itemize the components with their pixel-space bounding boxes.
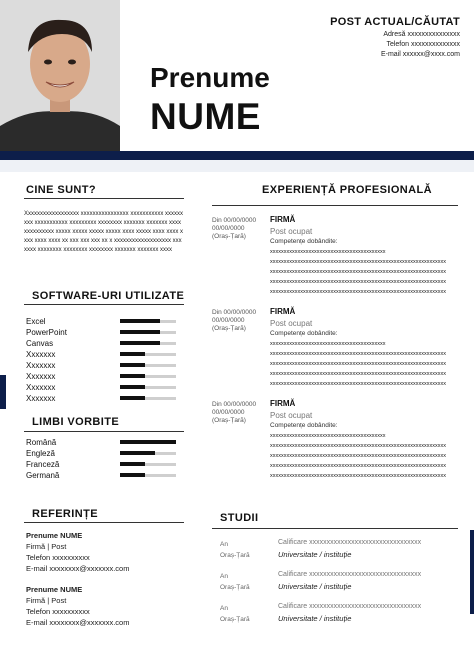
reference-name: Prenume NUME bbox=[26, 585, 83, 594]
software-name: Excel bbox=[26, 317, 46, 326]
skill-bar-fill bbox=[120, 319, 160, 323]
software-name: Xxxxxxx bbox=[26, 383, 56, 392]
software-item bbox=[26, 349, 186, 360]
study-place: Oraș-Țară bbox=[220, 552, 250, 559]
skill-bar-track bbox=[120, 331, 176, 334]
software-item bbox=[26, 327, 186, 338]
skill-bar-fill bbox=[120, 363, 145, 367]
language-item bbox=[26, 437, 186, 448]
experience-post: Post ocupat bbox=[270, 411, 313, 420]
experience-competences-label: Competențe dobândite: bbox=[270, 422, 338, 429]
header-divider-band bbox=[0, 151, 474, 160]
skill-bar-track bbox=[120, 364, 176, 367]
address-line: Adresă xxxxxxxxxxxxxxx bbox=[383, 31, 460, 38]
study-qualification: Calificare xxxxxxxxxxxxxxxxxxxxxxxxxxxxxxxx bbox=[278, 571, 422, 578]
study-university: Universitate / instituție bbox=[278, 550, 352, 559]
languages-rule bbox=[24, 431, 184, 432]
reference-item bbox=[26, 530, 129, 574]
skill-bar-fill bbox=[120, 385, 145, 389]
language-bar-fill bbox=[120, 462, 145, 466]
email-line: E-mail xxxxxx@xxxx.com bbox=[380, 51, 460, 58]
skill-bar-fill bbox=[120, 374, 145, 378]
software-item bbox=[26, 316, 186, 327]
experience-to-date: 00/00/0000 bbox=[212, 409, 245, 416]
language-item bbox=[26, 470, 186, 481]
experience-title: EXPERIENȚĂ PROFESIONALĂ bbox=[262, 184, 432, 196]
software-item bbox=[26, 393, 186, 404]
experience-firm: FIRMĂ bbox=[270, 215, 296, 224]
experience-post: Post ocupat bbox=[270, 227, 313, 236]
experience-competence-line: xxxxxxxxxxxxxxxxxxxxxxxxxxxxxxxxxxxxxxxxxxxxxxxxxxxxxxxxxxxxxxxx bbox=[270, 289, 446, 295]
reference-item bbox=[26, 584, 129, 628]
about-rule bbox=[24, 198, 184, 199]
language-name: Română bbox=[26, 438, 57, 447]
references-rule bbox=[24, 522, 184, 523]
experience-place: (Oraș-Țară) bbox=[212, 325, 246, 332]
skill-bar-track bbox=[120, 375, 176, 378]
right-accent-bar bbox=[470, 530, 474, 614]
experience-competence-line: xxxxxxxxxxxxxxxxxxxxxxxxxxxxxxxxxxxxxxxxxx bbox=[270, 249, 386, 255]
software-name: Xxxxxxx bbox=[26, 394, 56, 403]
experience-competence-line: xxxxxxxxxxxxxxxxxxxxxxxxxxxxxxxxxxxxxxxxxxxxxxxxxxxxxxxxxxxxxxxx bbox=[270, 381, 446, 387]
contact-block bbox=[330, 16, 460, 60]
language-name: Engleză bbox=[26, 449, 55, 458]
experience-competence-line: xxxxxxxxxxxxxxxxxxxxxxxxxxxxxxxxxxxxxxxxxxxxxxxxxxxxxxxxxxxxxxxx bbox=[270, 371, 446, 377]
language-bar-fill bbox=[120, 473, 145, 477]
reference-phone: Telefon xxxxxxxxxx bbox=[26, 553, 90, 562]
experience-to-date: 00/00/0000 bbox=[212, 225, 245, 232]
experience-competence-line: xxxxxxxxxxxxxxxxxxxxxxxxxxxxxxxxxxxxxxxxxxxxxxxxxxxxxxxxxxxxxxxx bbox=[270, 463, 446, 469]
reference-phone: Telefon xxxxxxxxxx bbox=[26, 607, 90, 616]
reference-firm: Firmă | Post bbox=[26, 542, 67, 551]
experience-competences-label: Competențe dobândite: bbox=[270, 238, 338, 245]
experience-place: (Oraș-Țară) bbox=[212, 417, 246, 424]
experience-competences-label: Competențe dobândite: bbox=[270, 330, 338, 337]
languages-title: LIMBI VORBITE bbox=[32, 416, 120, 428]
experience-competence-line: xxxxxxxxxxxxxxxxxxxxxxxxxxxxxxxxxxxxxxxxxxxxxxxxxxxxxxxxxxxxxxxx bbox=[270, 361, 446, 367]
language-bar-track bbox=[120, 452, 176, 455]
skill-bar-fill bbox=[120, 341, 160, 345]
experience-competence-line: xxxxxxxxxxxxxxxxxxxxxxxxxxxxxxxxxxxxxxxxxxxxxxxxxxxxxxxxxxxxxxxx bbox=[270, 443, 446, 449]
language-item bbox=[26, 459, 186, 470]
reference-name: Prenume NUME bbox=[26, 531, 83, 540]
experience-competence-line: xxxxxxxxxxxxxxxxxxxxxxxxxxxxxxxxxxxxxxxxxxxxxxxxxxxxxxxxxxxxxxxx bbox=[270, 279, 446, 285]
study-place: Oraș-Țară bbox=[220, 584, 250, 591]
software-item bbox=[26, 338, 186, 349]
left-accent-bar bbox=[0, 375, 6, 409]
study-year: An bbox=[220, 605, 228, 612]
experience-competence-line: xxxxxxxxxxxxxxxxxxxxxxxxxxxxxxxxxxxxxxxxxx bbox=[270, 433, 386, 439]
reference-firm: Firmă | Post bbox=[26, 596, 67, 605]
experience-to-date: 00/00/0000 bbox=[212, 317, 245, 324]
about-text: Xxxxxxxxxxxxxxxxxx xxxxxxxxxxxxxxxx xxxxxxxxxxx xxxxxxxxx xxxxxxxxxxx xxxxxxxxx xxxxxxxx xxxxxxx xxxxxxx xxxx xxxxxxxxxx xxxxx xxxxx xxxxx xxxxx xxxx xxxxx xxxx xxxx xxxx xxxx xxxx xx xxx xxx xxx xx x xxxxxxxxxxxxxxxxxxx xxxxxxx xxxxxxxx xxxxxxxx xxxxxxxx xxxxxxx xxxxxxx xxxx bbox=[24, 211, 184, 253]
software-title: SOFTWARE-URI UTILIZATE bbox=[32, 290, 185, 302]
reference-email: E-mail xxxxxxxx@xxxxxxx.com bbox=[26, 564, 130, 573]
skill-bar-track bbox=[120, 353, 176, 356]
experience-competence-line: xxxxxxxxxxxxxxxxxxxxxxxxxxxxxxxxxxxxxxxxxxxxxxxxxxxxxxxxxxxxxxxx bbox=[270, 269, 446, 275]
about-title: CINE SUNT? bbox=[26, 184, 96, 196]
study-qualification: Calificare xxxxxxxxxxxxxxxxxxxxxxxxxxxxxxxx bbox=[278, 603, 422, 610]
experience-rule bbox=[212, 205, 458, 206]
studies-rule bbox=[212, 528, 458, 529]
study-university: Universitate / instituție bbox=[278, 582, 352, 591]
software-rule bbox=[24, 304, 184, 305]
skill-bar-track bbox=[120, 342, 176, 345]
study-place: Oraș-Țară bbox=[220, 616, 250, 623]
software-item bbox=[26, 360, 186, 371]
study-year: An bbox=[220, 573, 228, 580]
experience-post: Post ocupat bbox=[270, 319, 313, 328]
header-divider-shade bbox=[0, 160, 474, 172]
software-name: PowerPoint bbox=[26, 328, 67, 337]
person-portrait-icon bbox=[0, 0, 120, 151]
study-university: Universitate / instituție bbox=[278, 614, 352, 623]
experience-firm: FIRMĂ bbox=[270, 399, 296, 408]
language-bar-track bbox=[120, 441, 176, 444]
language-item bbox=[26, 448, 186, 459]
skill-bar-fill bbox=[120, 330, 160, 334]
software-name: Xxxxxxx bbox=[26, 350, 56, 359]
last-name: NUME bbox=[150, 96, 261, 137]
language-bar-fill bbox=[120, 440, 176, 444]
references-title: REFERINȚE bbox=[32, 508, 98, 520]
post-title: POST ACTUAL/CĂUTAT bbox=[330, 16, 460, 28]
software-name: Canvas bbox=[26, 339, 54, 348]
skill-bar-fill bbox=[120, 352, 145, 356]
skill-bar-track bbox=[120, 397, 176, 400]
language-bar-track bbox=[120, 463, 176, 466]
experience-competence-line: xxxxxxxxxxxxxxxxxxxxxxxxxxxxxxxxxxxxxxxxxxxxxxxxxxxxxxxxxxxxxxxx bbox=[270, 259, 446, 265]
skill-bar-fill bbox=[120, 396, 145, 400]
experience-from-date: Din 00/00/0000 bbox=[212, 217, 257, 224]
skill-bar-track bbox=[120, 320, 176, 323]
software-item bbox=[26, 382, 186, 393]
experience-from-date: Din 00/00/0000 bbox=[212, 401, 257, 408]
experience-competence-line: xxxxxxxxxxxxxxxxxxxxxxxxxxxxxxxxxxxxxxxxxxxxxxxxxxxxxxxxxxxxxxxx bbox=[270, 473, 446, 479]
profile-photo bbox=[0, 0, 120, 151]
language-bar-fill bbox=[120, 451, 155, 455]
experience-competence-line: xxxxxxxxxxxxxxxxxxxxxxxxxxxxxxxxxxxxxxxxxx bbox=[270, 341, 386, 347]
experience-from-date: Din 00/00/0000 bbox=[212, 309, 257, 316]
language-bar-track bbox=[120, 474, 176, 477]
study-qualification: Calificare xxxxxxxxxxxxxxxxxxxxxxxxxxxxxxxx bbox=[278, 539, 422, 546]
language-name: Germană bbox=[26, 471, 60, 480]
first-name: Prenume bbox=[150, 62, 270, 93]
language-name: Franceză bbox=[26, 460, 60, 469]
experience-competence-line: xxxxxxxxxxxxxxxxxxxxxxxxxxxxxxxxxxxxxxxxxxxxxxxxxxxxxxxxxxxxxxxx bbox=[270, 351, 446, 357]
software-name: Xxxxxxx bbox=[26, 361, 56, 370]
studies-title: STUDII bbox=[220, 512, 259, 524]
experience-place: (Oraș-Țară) bbox=[212, 233, 246, 240]
study-year: An bbox=[220, 541, 228, 548]
skill-bar-track bbox=[120, 386, 176, 389]
software-name: Xxxxxxx bbox=[26, 372, 56, 381]
software-item bbox=[26, 371, 186, 382]
reference-email: E-mail xxxxxxxx@xxxxxxx.com bbox=[26, 618, 130, 627]
experience-firm: FIRMĂ bbox=[270, 307, 296, 316]
phone-line: Telefon xxxxxxxxxxxxxx bbox=[386, 41, 460, 48]
experience-competence-line: xxxxxxxxxxxxxxxxxxxxxxxxxxxxxxxxxxxxxxxxxxxxxxxxxxxxxxxxxxxxxxxx bbox=[270, 453, 446, 459]
